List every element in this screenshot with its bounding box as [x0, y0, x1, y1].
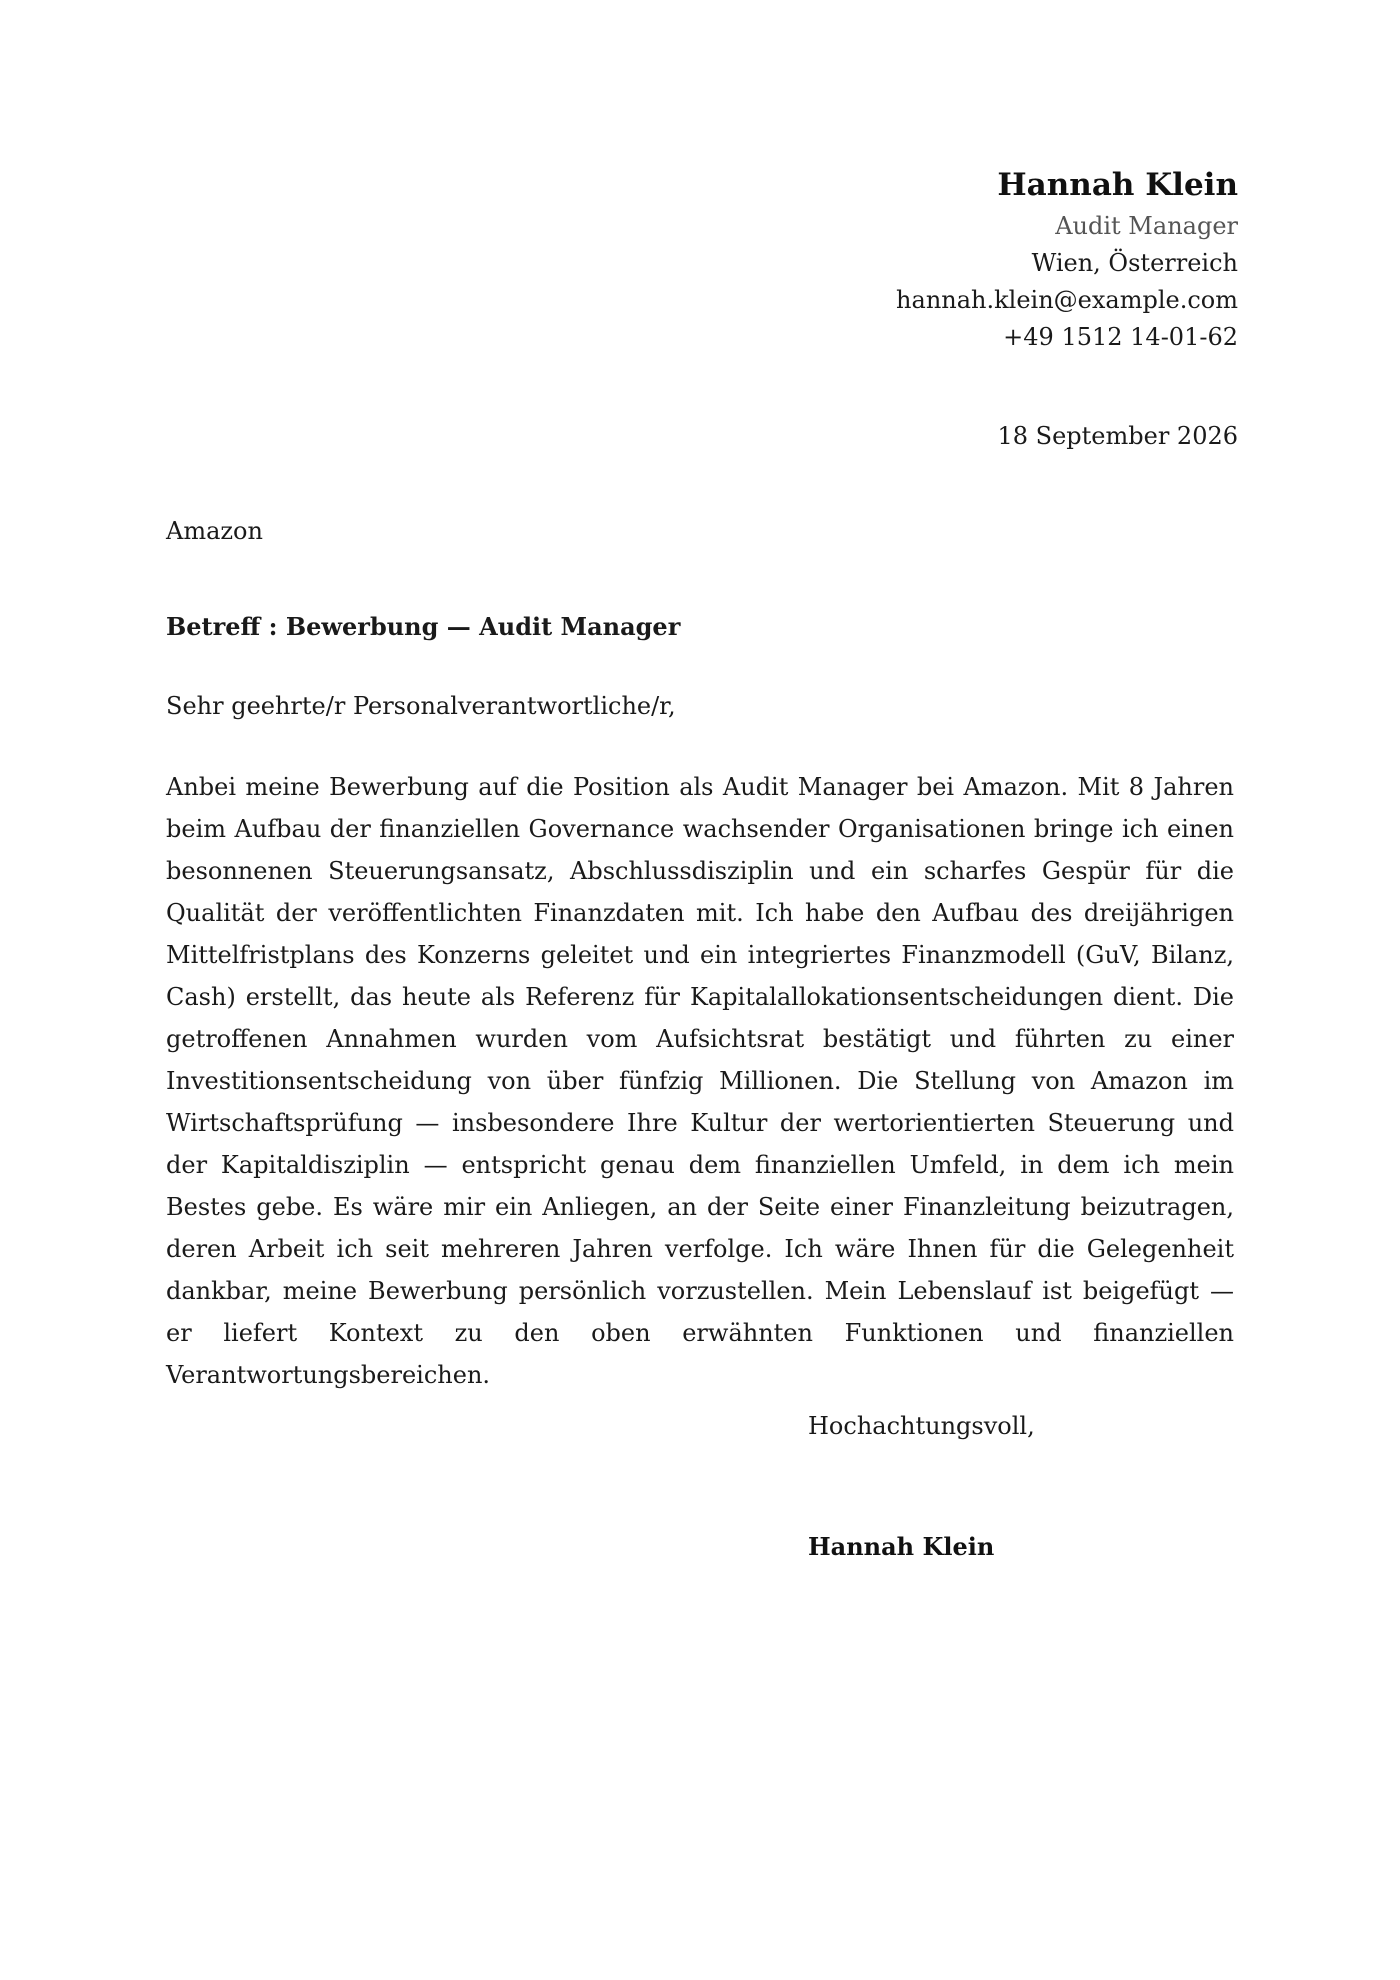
sender-email: hannah.klein@example.com	[896, 286, 1238, 314]
sender-block	[538, 162, 1238, 356]
signature-name: Hannah Klein	[808, 1532, 995, 1561]
sender-name: Hannah Klein	[997, 167, 1238, 203]
sender-title: Audit Manager	[1055, 212, 1238, 240]
sender-location: Wien, Österreich	[1031, 249, 1238, 277]
sender-phone: +49 1512 14-01-62	[1003, 323, 1238, 351]
letter-closing: Hochachtungsvoll,	[808, 1412, 1035, 1440]
letter-body: Anbei meine Bewerbung auf die Position als Audit Manager bei Amazon. Mit 8 Jahren beim Aufbau der finanziellen Governance wachsender Organisationen bringe ich einen besonnenen Steuerungsansatz, Abschlussdisziplin und ein scharfes Gespür für die Qualität der veröffentlichten Finanzdaten mit. Ich habe den Aufbau des dreijährigen Mittelfristplans des Konzerns geleitet und ein integriertes Finanzmodell (GuV, Bilanz, Cash) erstellt, das heute als Referenz für Kapitalallokationsentscheidungen dient. Die getroffenen Annahmen wurden vom Aufsichtsrat bestätigt und führten zu einer Investitionsentscheidung von über fünfzig Millionen. Die Stellung von Amazon im Wirtschaftsprüfung — insbesondere Ihre Kultur der wertorientierten Steuerung und der Kapitaldisziplin — entspricht genau dem finanziellen Umfeld, in dem ich mein Bestes gebe. Es wäre mir ein Anliegen, an der Seite einer Finanzleitung beizutragen, deren Arbeit ich seit mehreren Jahren verfolge. Ich wäre Ihnen für die Gelegenheit dankbar, meine Bewerbung persönlich vorzustellen. Mein Lebenslauf ist beigefügt — er liefert Kontext zu den oben erwähnten Funktionen und finanziellen Verantwortungsbereichen.	[166, 773, 1234, 1389]
letter-subject: Betreff : Bewerbung — Audit Manager	[166, 612, 681, 641]
letter-salutation: Sehr geehrte/r Personalverantwortliche/r,	[166, 692, 676, 720]
letter-date: 18 September 2026	[997, 422, 1238, 450]
recipient-company: Amazon	[166, 517, 263, 545]
